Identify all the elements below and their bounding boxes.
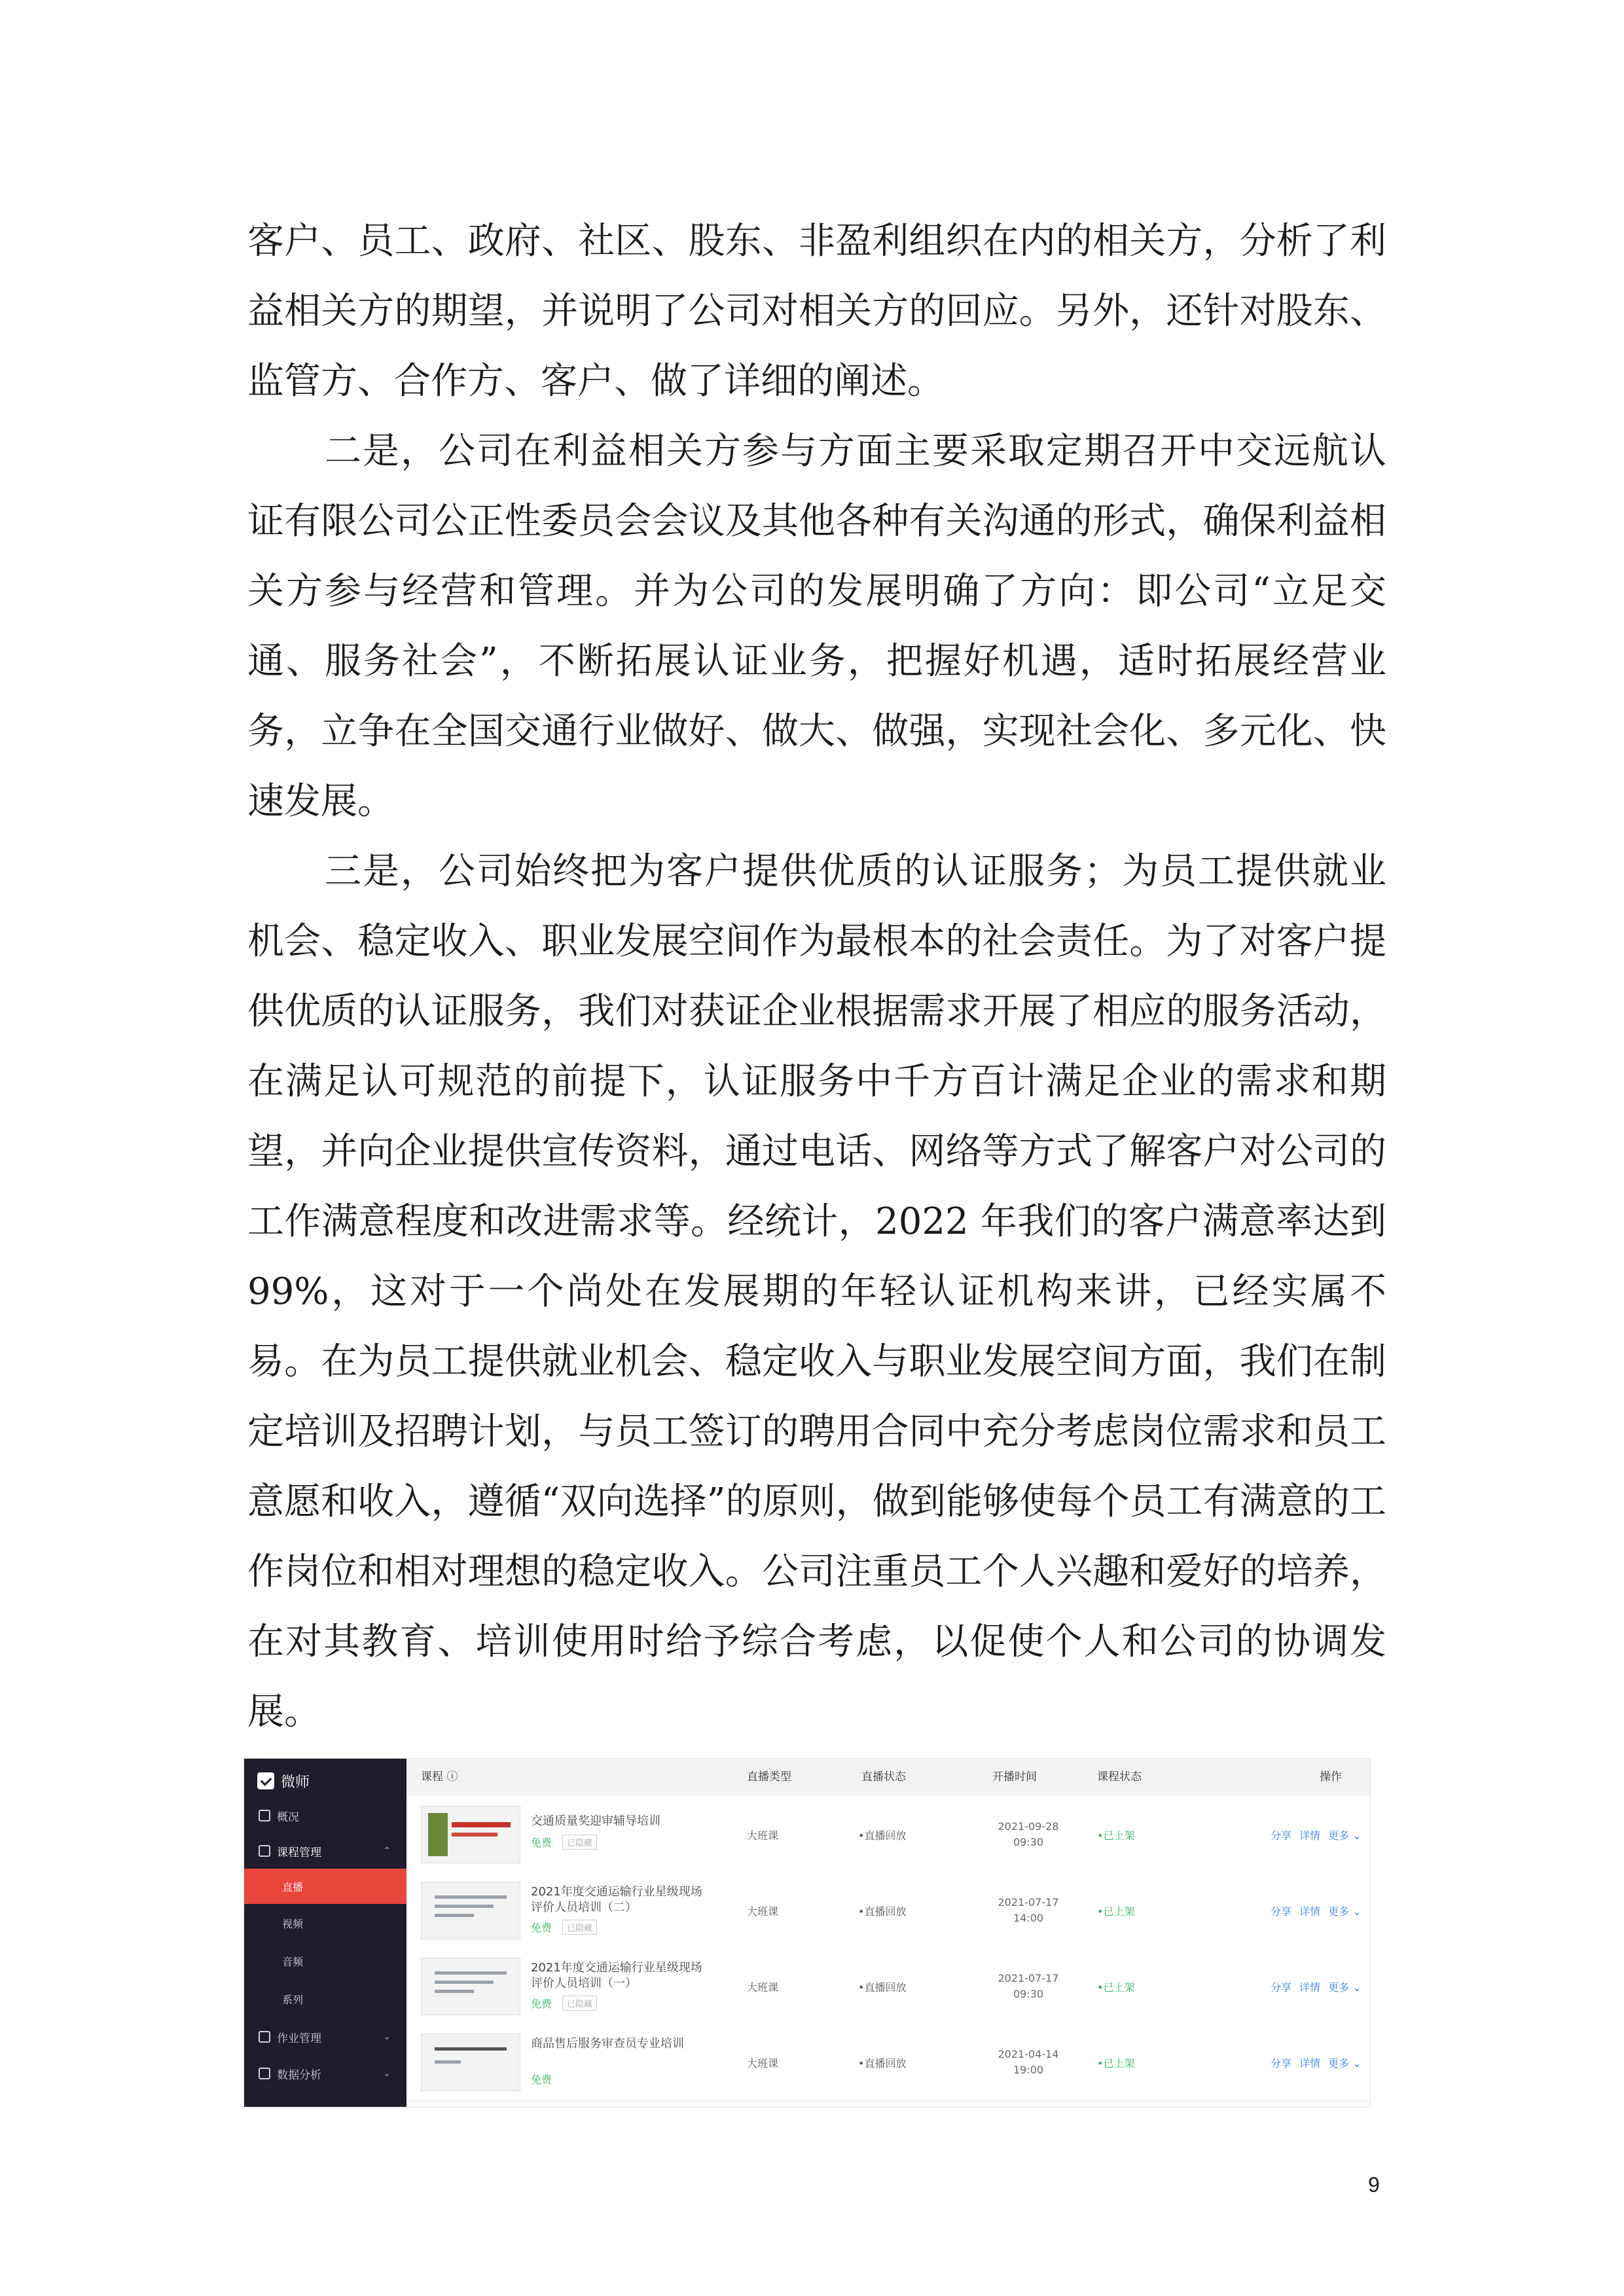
sidebar-subitem-video[interactable]: 视频	[282, 1917, 304, 1930]
hidden-tag: 已隐藏	[562, 1920, 597, 1935]
sidebar-item-label: 课程管理	[277, 1846, 321, 1859]
chart-icon	[259, 2068, 270, 2079]
sidebar-item-label: 作业管理	[277, 2032, 321, 2045]
sidebar-item-overview[interactable]	[244, 1799, 406, 1832]
col-start-time: 开播时间	[992, 1770, 1037, 1784]
price-badge: 免费	[531, 1837, 552, 1849]
col-live-type: 直播类型	[747, 1770, 791, 1784]
table-row[interactable]	[406, 1873, 1370, 1949]
price-badge: 免费	[531, 2073, 552, 2086]
share-link[interactable]: 分享	[1271, 2056, 1292, 2070]
more-dropdown[interactable]: 更多 ⌄	[1328, 1981, 1362, 1994]
course-title[interactable]: 2021年度交通运输行业星级现场评价人员培训（二）	[531, 1885, 702, 1914]
course-table	[406, 1759, 1370, 2107]
layers-icon	[259, 1845, 270, 1857]
sidebar-subitem-series[interactable]: 系列	[282, 1993, 304, 2006]
course-title[interactable]: 交通质量奖迎审辅导培训	[531, 1814, 660, 1828]
course-title[interactable]: 2021年度交通运输行业星级现场评价人员培训（一）	[531, 1961, 702, 1990]
live-status: •直播回放	[858, 2056, 907, 2070]
start-clock: 14:00	[1013, 1912, 1044, 1924]
sidebar-item-label: 数据分析	[277, 2068, 321, 2082]
sidebar-item-homework[interactable]	[244, 2020, 406, 2053]
logo-icon	[257, 1772, 274, 1789]
sidebar-item-label: 概况	[277, 1810, 299, 1824]
chevron-down-icon: ⌄	[383, 2068, 391, 2079]
col-live-status: 直播状态	[861, 1770, 906, 1784]
course-thumbnail	[421, 1958, 520, 2015]
start-date: 2021-07-17	[998, 1972, 1059, 1984]
paragraph-3: 三是，公司始终把为客户提供优质的认证服务；为员工提供就业机会、稳定收入、职业发展空间作为最根本的社会责任。为了对客户提供优质的认证服务，我们对获证企业根据需求开展了相应的服务活动，在满足认可规范的前提下，认证服务中千方百计满足企业的需求和期望，并向企业提供宣传资料，通过电话、网络等方式了解客户对公司的工作满意程度和改进需求等。经统计，2022 年我们的客户满意率达到 99%，这对于一个尚处在发展期的年轻认证机构来讲，已经实属不易。在为员工提供就业机会、稳定收入与职业发展空间方面，我们在制定培训及招聘计划，与员工签订的聘用合同中充分考虑岗位需求和员工意愿和收入，遵循“双向选择”的原则，做到能够使每个员工有满意的工作岗位和相对理想的稳定收入。公司注重员工个人兴趣和爱好的培养，在对其教育、培训使用时给予综合考虑，以促使个人和公司的协调发展。	[247, 850, 1386, 1733]
live-type: 大班课	[747, 2056, 779, 2070]
sidebar-item-course-mgmt[interactable]	[244, 1835, 406, 1867]
course-status: •已上架	[1097, 1905, 1135, 1918]
paragraph-2: 二是，公司在利益相关方参与方面主要采取定期召开中交远航认证有限公司公正性委员会会议及其他各种有关沟通的形式，确保利益相关方参与经营和管理。并为公司的发展明确了方向：即公司“立足交通、服务社会”，不断拓展认证业务，把握好机遇，适时拓展经营业务，立争在全国交通行业做好、做大、做强，实现社会化、多元化、快速发展。	[247, 430, 1386, 823]
table-row[interactable]	[406, 1948, 1370, 2025]
paragraph-1: 客户、员工、政府、社区、股东、非盈利组织在内的相关方，分析了利益相关方的期望，并说明了公司对相关方的回应。另外，还针对股东、监管方、合作方、客户、做了详细的阐述。	[247, 220, 1386, 403]
course-title[interactable]: 商品售后服务审查员专业培训	[531, 2037, 684, 2051]
live-status: •直播回放	[858, 1905, 907, 1918]
row-actions	[1271, 2024, 1362, 2100]
table-row[interactable]	[406, 2024, 1370, 2101]
clipboard-icon	[259, 2031, 270, 2043]
table-header	[406, 1759, 1370, 1795]
more-dropdown[interactable]: 更多 ⌄	[1328, 1905, 1362, 1918]
live-type: 大班课	[747, 1829, 779, 1842]
row-actions	[1271, 1873, 1362, 1948]
embedded-screenshot	[244, 1758, 1371, 2108]
page-number: 9	[1368, 2173, 1380, 2197]
brand	[257, 1768, 310, 1794]
course-thumbnail	[421, 1806, 520, 1863]
start-date: 2021-04-14	[998, 2048, 1059, 2060]
live-status: •直播回放	[858, 1981, 907, 1994]
more-dropdown[interactable]: 更多 ⌄	[1328, 2056, 1362, 2070]
detail-link[interactable]: 详情	[1299, 1981, 1321, 1994]
course-thumbnail	[421, 2034, 520, 2091]
row-actions	[1271, 1948, 1362, 2024]
share-link[interactable]: 分享	[1271, 1829, 1292, 1842]
col-course-status: 课程状态	[1097, 1770, 1142, 1784]
course-thumbnail	[421, 1882, 520, 1939]
start-clock: 19:00	[1013, 2064, 1044, 2076]
live-type: 大班课	[747, 1981, 779, 1994]
sidebar-subitem-live[interactable]: 直播	[244, 1869, 406, 1904]
start-clock: 09:30	[1013, 1988, 1044, 2000]
price-badge: 免费	[531, 1998, 552, 2010]
hidden-tag: 已隐藏	[562, 1835, 597, 1850]
hidden-tag: 已隐藏	[562, 1996, 597, 2011]
sidebar-subitem-audio[interactable]: 音频	[282, 1955, 304, 1968]
detail-link[interactable]: 详情	[1299, 1905, 1321, 1918]
price-badge: 免费	[531, 1922, 552, 1934]
chevron-down-icon: ⌄	[383, 2032, 391, 2042]
chevron-up-icon: ⌃	[383, 1846, 391, 1856]
start-clock: 09:30	[1013, 1836, 1044, 1848]
course-status: •已上架	[1097, 1981, 1135, 1994]
sidebar-item-analytics[interactable]	[244, 2057, 406, 2090]
table-row[interactable]	[406, 1797, 1370, 1873]
start-date: 2021-09-28	[998, 1820, 1059, 1833]
col-actions: 操作	[1320, 1770, 1342, 1784]
grid-icon	[259, 1810, 270, 1821]
brand-name: 微师	[281, 1774, 310, 1791]
detail-link[interactable]: 详情	[1299, 1829, 1321, 1842]
live-type: 大班课	[747, 1905, 779, 1918]
start-date: 2021-07-17	[998, 1896, 1059, 1909]
live-status: •直播回放	[858, 1829, 907, 1842]
share-link[interactable]: 分享	[1271, 1905, 1292, 1918]
detail-link[interactable]: 详情	[1299, 2056, 1321, 2070]
sidebar	[244, 1759, 406, 2107]
more-dropdown[interactable]: 更多 ⌄	[1328, 1829, 1362, 1842]
row-actions	[1271, 1797, 1362, 1873]
share-link[interactable]: 分享	[1271, 1981, 1292, 1994]
course-status: •已上架	[1097, 1829, 1135, 1842]
col-course: 课程 ⓘ	[421, 1770, 458, 1784]
course-status: •已上架	[1097, 2056, 1135, 2070]
